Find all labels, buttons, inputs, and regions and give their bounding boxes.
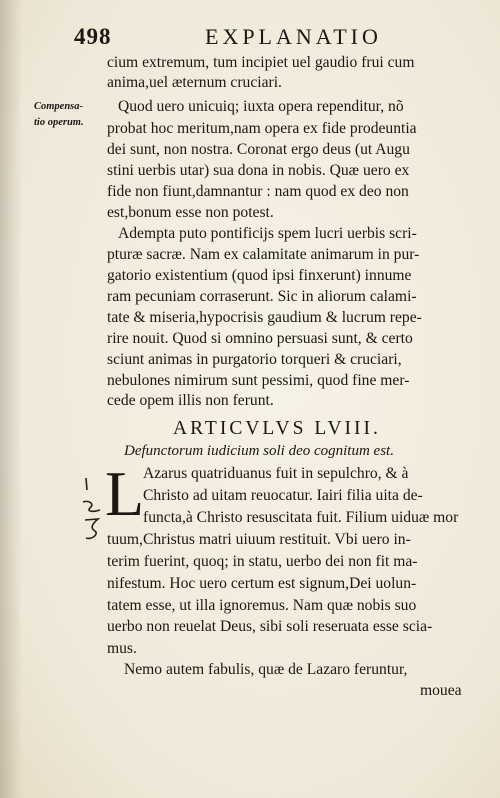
article-line-5: terim fuerint, quoq; in statu, uerbo dei non fit ma-: [107, 554, 418, 570]
text-line-12: ram pecuniam corraserunt. Sic in aliorum calami-: [107, 289, 417, 305]
text-line-11: gatorio existentium (quod ipsi finxerunt) innume: [107, 268, 412, 284]
text-line-7: fide non fiunt,damnantur : nam quod ex deo non: [107, 184, 409, 200]
catchword: mouea: [420, 683, 462, 699]
gutter-shadow: [0, 0, 22, 798]
running-head: EXPLANATIO: [205, 24, 382, 49]
article-line-7: tatem esse, ut illa ignoremus. Nam quæ nobis suo: [107, 598, 417, 614]
margin-note-line-2: tio operum.: [34, 117, 84, 128]
text-line-8: est,bonum esse non potest.: [107, 205, 274, 221]
text-line-14: rire nouit. Quod si omnino persuasi sunt, & certo: [107, 331, 413, 347]
text-line-10: pturæ sacræ. Nam ex calamitate animarum in pur-: [107, 247, 420, 263]
drop-cap: L: [105, 458, 145, 529]
page-number: 498: [74, 24, 112, 49]
text-line-1: cium extremum, tum incipiet uel gaudio frui cum: [107, 55, 415, 71]
article-line-6: nifestum. Hoc uero certum est signum,Dei uolun-: [107, 576, 417, 592]
text-line-3: Quod uero unicuiq; iuxta opera rependitur, nõ: [118, 99, 404, 115]
text-line-15: sciunt animas in purgatorio torqueri & cruciari,: [107, 352, 402, 368]
text-line-17: cede opem illis non ferunt.: [107, 393, 274, 409]
text-line-2: anima,uel æternum cruciari.: [107, 75, 282, 91]
article-line-1: Azarus quatriduanus fuit in sepulchro, & à: [143, 466, 409, 482]
article-line-2: Christo ad uitam reuocatur. Iairi filia uita de-: [143, 488, 423, 504]
handwritten-margin-mark: [80, 476, 106, 546]
text-line-9: Adempta puto pontificijs spem lucri uerbis scri-: [118, 226, 417, 242]
article-subtitle: Defunctorum iudicium soli deo cognitum est.: [124, 443, 394, 459]
text-line-4: probat hoc meritum,nam opera ex fide prodeuntia: [107, 121, 417, 137]
article-heading: ARTICVLVS LVIII.: [173, 418, 381, 439]
article-line-3: functa,à Christo resuscitata fuit. Filium uiduæ mor: [143, 510, 459, 526]
text-line-5: dei sunt, non nostra. Coronat ergo deus (ut Augu: [107, 142, 410, 158]
article-line-9: mus.: [107, 641, 137, 657]
article-line-10: Nemo autem fabulis, quæ de Lazaro feruntur,: [124, 662, 408, 678]
margin-note-line-1: Compensa-: [34, 101, 84, 112]
article-line-4: tuum,Christus matri uiuum restituit. Vbi uero in-: [107, 532, 411, 548]
text-line-16: nebulones nimirum sunt pessimi, quod fine mer-: [107, 373, 410, 389]
article-line-8: uerbo non reuelat Deus, sibi soli reseruata esse scia-: [107, 619, 433, 635]
text-line-13: tate & miseria,hypocrisis gaudium & lucrum repe-: [107, 310, 422, 326]
text-line-6: stini uerbis utar) sua dona in nobis. Quæ uero ex: [107, 163, 410, 179]
